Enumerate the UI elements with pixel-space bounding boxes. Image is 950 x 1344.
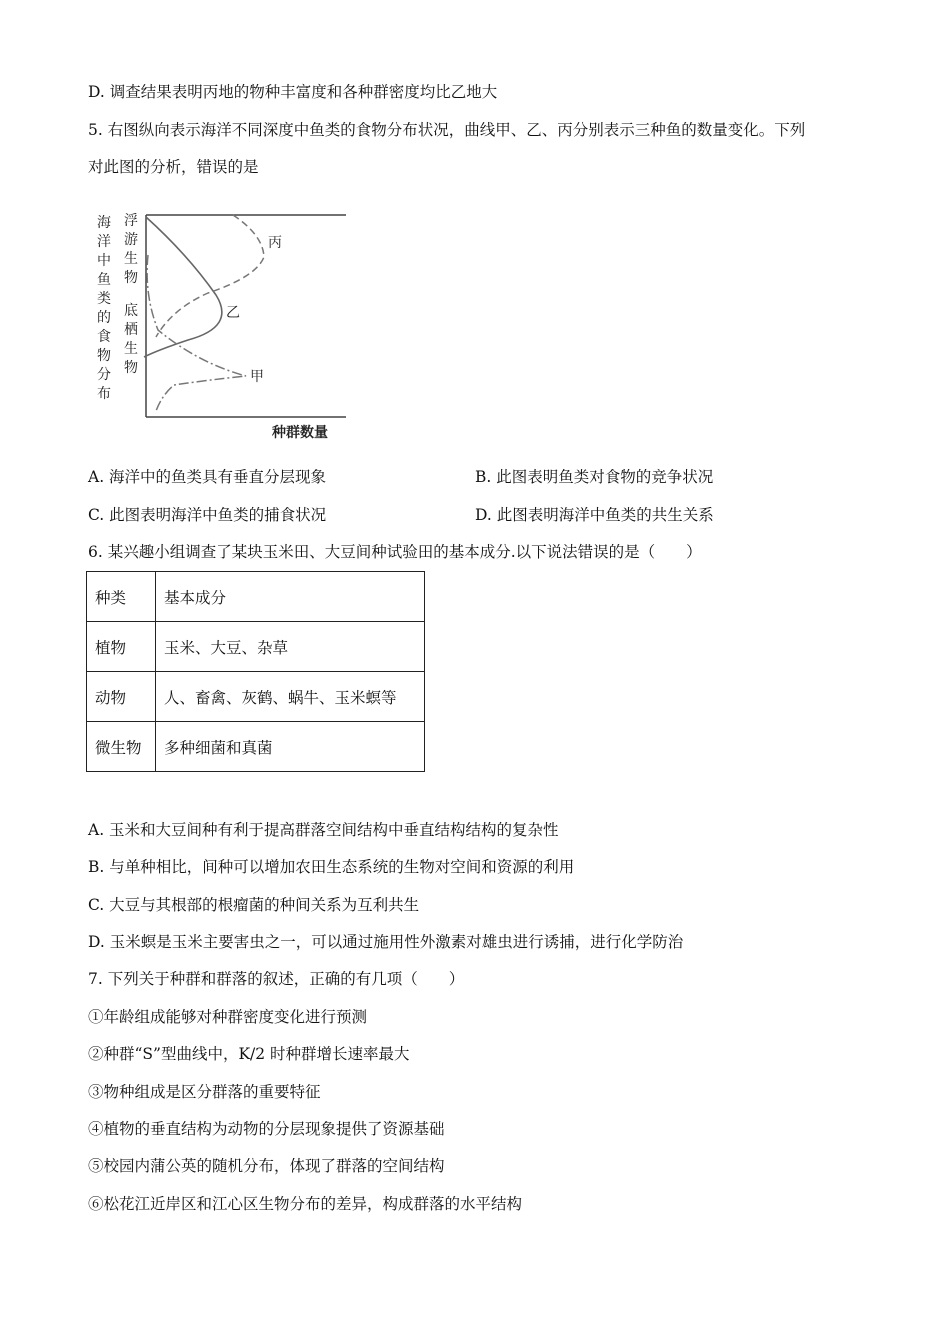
q7-stem: 7. 下列关于种群和群落的叙述，正确的有几项（ ） — [88, 970, 465, 988]
q7-item: ①年龄组成能够对种群密度变化进行预测 — [88, 1008, 368, 1026]
q5-stem-line1: 5. 右图纵向表示海洋不同深度中鱼类的食物分布状况，曲线甲、乙、丙分别表示三种鱼的数量变化。下列 — [88, 121, 806, 139]
table-cell: 微生物 — [87, 722, 156, 772]
table-cell: 种类 — [87, 572, 156, 622]
table-cell: 动物 — [87, 672, 156, 722]
table-row — [87, 672, 425, 722]
q6-option-a: A. 玉米和大豆间种有利于提高群落空间结构中垂直结构结构的复杂性 — [88, 821, 559, 839]
table-cell: 玉米、大豆、杂草 — [156, 622, 425, 672]
table-row — [87, 722, 425, 772]
y-axis-label: 海 洋 中 鱼 类 的 食 物 分 布 — [97, 215, 111, 402]
q5-option-a: A. 海洋中的鱼类具有垂直分层现象 — [88, 468, 327, 486]
q7-item: ③物种组成是区分群落的重要特征 — [88, 1083, 321, 1101]
curve-label-jia: 甲 — [250, 369, 264, 385]
table-row — [87, 572, 425, 622]
q6-table — [86, 571, 425, 772]
q7-item: ⑤校园内蒲公英的随机分布，体现了群落的空间结构 — [88, 1157, 445, 1175]
curve-bing — [156, 215, 264, 337]
curve-yi — [144, 217, 222, 357]
q5-option-d: D. 此图表明海洋中鱼类的共生关系 — [475, 506, 714, 524]
q5-option-c: C. 此图表明海洋中鱼类的捕食状况 — [88, 506, 327, 524]
top-depth-label: 浮 游 生 物 — [124, 213, 138, 286]
table-cell: 基本成分 — [156, 572, 425, 622]
curve-label-yi: 乙 — [226, 305, 240, 321]
q7-item: ②种群“S”型曲线中，K/2 时种群增长速率最大 — [88, 1045, 410, 1063]
table-row — [87, 622, 425, 672]
q5-stem-line2: 对此图的分析，错误的是 — [88, 158, 259, 176]
x-axis-label: 种群数量 — [272, 425, 328, 441]
q6-option-d: D. 玉米螟是玉米主要害虫之一，可以通过施用性外激素对雄虫进行诱捕，进行化学防治 — [88, 933, 684, 951]
q5-option-b: B. 此图表明鱼类对食物的竞争状况 — [475, 468, 714, 486]
q6-option-b: B. 与单种相比，间种可以增加农田生态系统的生物对空间和资源的利用 — [88, 858, 575, 876]
q6-option-c: C. 大豆与其根部的根瘤菌的种间关系为互利共生 — [88, 896, 420, 914]
q7-item: ④植物的垂直结构为动物的分层现象提供了资源基础 — [88, 1120, 445, 1138]
curve-jia — [147, 255, 246, 411]
q6-stem: 6. 某兴趣小组调查了某块玉米田、大豆间种试验田的基本成分.以下说法错误的是（ ） — [88, 543, 702, 561]
table-cell: 植物 — [87, 622, 156, 672]
q4-option-d: D. 调查结果表明丙地的物种丰富度和各种群密度均比乙地大 — [88, 83, 498, 101]
bottom-depth-label: 底 栖 生 物 — [124, 303, 138, 376]
table-cell: 多种细菌和真菌 — [156, 722, 425, 772]
curve-label-bing: 丙 — [268, 235, 282, 251]
table-cell: 人、畜禽、灰鹤、蜗牛、玉米螟等 — [156, 672, 425, 722]
q7-item: ⑥松花江近岸区和江心区生物分布的差异，构成群落的水平结构 — [88, 1195, 523, 1213]
q5-figure — [88, 195, 368, 450]
